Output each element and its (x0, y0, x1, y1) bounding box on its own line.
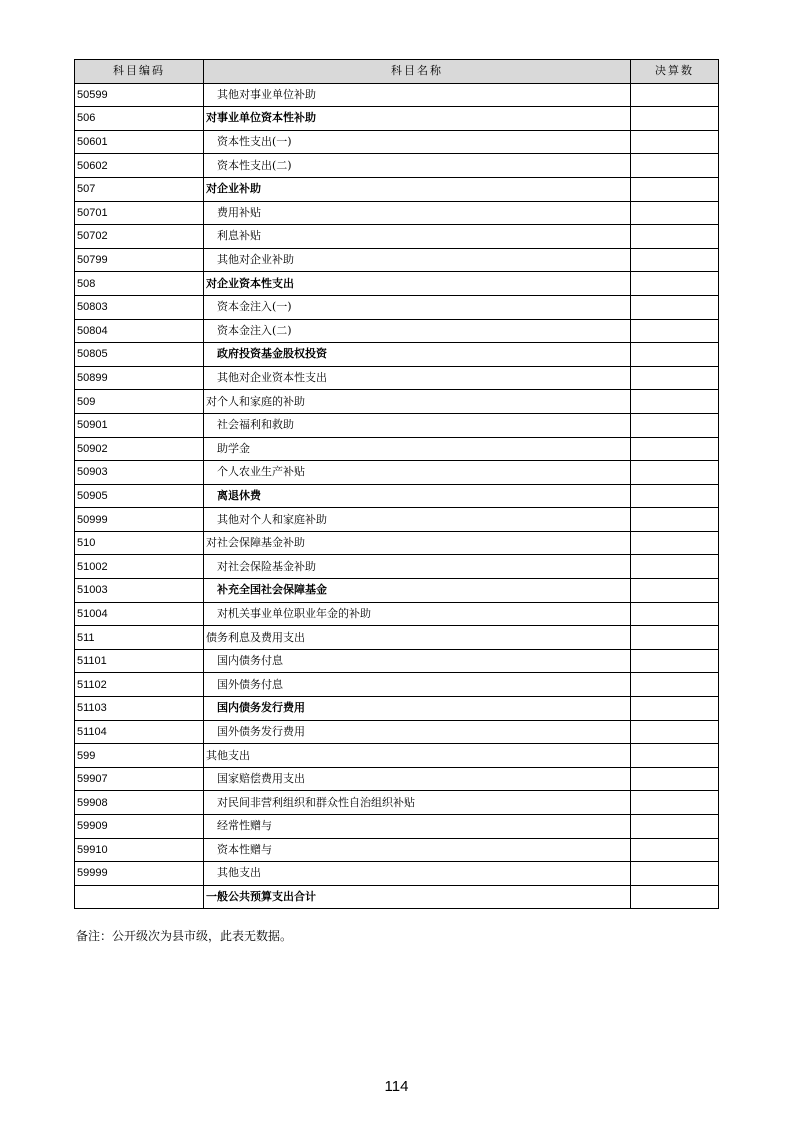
row-name: 其他对企业资本性支出 (204, 366, 631, 390)
row-name: 国内债务发行费用 (204, 697, 631, 721)
row-name: 利息补贴 (204, 225, 631, 249)
row-amount (631, 531, 719, 555)
row-name: 资本金注入(二) (204, 319, 631, 343)
table-row (75, 767, 719, 791)
row-amount (631, 225, 719, 249)
row-amount (631, 437, 719, 461)
table-header (75, 60, 719, 84)
row-name: 其他支出 (204, 862, 631, 886)
row-code: 50902 (75, 437, 204, 461)
row-code: 50804 (75, 319, 204, 343)
table-row (75, 461, 719, 485)
row-amount (631, 697, 719, 721)
row-amount (631, 272, 719, 296)
table-row (75, 437, 719, 461)
table-row (75, 579, 719, 603)
row-code: 50602 (75, 154, 204, 178)
row-name: 对社会保险基金补助 (204, 555, 631, 579)
row-amount (631, 366, 719, 390)
row-name: 政府投资基金股权投资 (204, 343, 631, 367)
row-name: 资本性支出(二) (204, 154, 631, 178)
row-name: 经常性赠与 (204, 815, 631, 839)
table-row (75, 413, 719, 437)
table-row (75, 862, 719, 886)
table-row (75, 390, 719, 414)
row-amount (631, 649, 719, 673)
row-amount (631, 390, 719, 414)
row-code: 50999 (75, 508, 204, 532)
row-code: 50905 (75, 484, 204, 508)
table-row (75, 791, 719, 815)
table-row (75, 555, 719, 579)
table-row (75, 248, 719, 272)
budget-table (74, 59, 719, 909)
row-name: 国内债务付息 (204, 649, 631, 673)
row-name: 对企业资本性支出 (204, 272, 631, 296)
row-name: 个人农业生产补贴 (204, 461, 631, 485)
row-code: 59908 (75, 791, 204, 815)
row-amount (631, 248, 719, 272)
row-amount (631, 343, 719, 367)
header-code: 科目编码 (75, 60, 204, 84)
row-amount (631, 744, 719, 768)
row-name: 一般公共预算支出合计 (204, 885, 631, 909)
table-row (75, 83, 719, 107)
row-code: 51101 (75, 649, 204, 673)
table-row (75, 366, 719, 390)
row-code: 508 (75, 272, 204, 296)
row-name: 对个人和家庭的补助 (204, 390, 631, 414)
row-name: 补充全国社会保障基金 (204, 579, 631, 603)
page-number: 114 (384, 1078, 409, 1095)
row-name: 其他支出 (204, 744, 631, 768)
header-name: 科目名称 (204, 60, 631, 84)
row-code: 506 (75, 107, 204, 131)
row-amount (631, 673, 719, 697)
row-amount (631, 295, 719, 319)
table-row (75, 815, 719, 839)
row-name: 社会福利和救助 (204, 413, 631, 437)
row-amount (631, 484, 719, 508)
row-name: 其他对事业单位补助 (204, 83, 631, 107)
row-amount (631, 626, 719, 650)
row-name: 费用补贴 (204, 201, 631, 225)
table-row (75, 673, 719, 697)
row-amount (631, 555, 719, 579)
row-amount (631, 602, 719, 626)
table-row (75, 154, 719, 178)
row-code: 50599 (75, 83, 204, 107)
row-amount (631, 815, 719, 839)
row-amount (631, 885, 719, 909)
row-amount (631, 461, 719, 485)
table-row (75, 107, 719, 131)
row-amount (631, 107, 719, 131)
row-name: 资本性支出(一) (204, 130, 631, 154)
row-amount (631, 579, 719, 603)
row-code: 50903 (75, 461, 204, 485)
row-code: 51003 (75, 579, 204, 603)
row-name: 国外债务付息 (204, 673, 631, 697)
row-name: 其他对企业补助 (204, 248, 631, 272)
row-code (75, 885, 204, 909)
row-name: 国外债务发行费用 (204, 720, 631, 744)
table-body (75, 83, 719, 909)
row-code: 59999 (75, 862, 204, 886)
row-amount (631, 130, 719, 154)
table-row (75, 602, 719, 626)
row-code: 59909 (75, 815, 204, 839)
table-row (75, 508, 719, 532)
row-amount (631, 838, 719, 862)
table-row (75, 531, 719, 555)
row-amount (631, 154, 719, 178)
row-amount (631, 862, 719, 886)
row-name: 对事业单位资本性补助 (204, 107, 631, 131)
row-code: 599 (75, 744, 204, 768)
table-row (75, 720, 719, 744)
row-code: 51104 (75, 720, 204, 744)
row-name: 债务利息及费用支出 (204, 626, 631, 650)
row-code: 59910 (75, 838, 204, 862)
row-name: 对企业补助 (204, 177, 631, 201)
row-name: 国家赔偿费用支出 (204, 767, 631, 791)
table-row (75, 130, 719, 154)
row-code: 59907 (75, 767, 204, 791)
row-name: 离退休费 (204, 484, 631, 508)
row-name: 对社会保障基金补助 (204, 531, 631, 555)
row-amount (631, 791, 719, 815)
row-amount (631, 83, 719, 107)
table-row (75, 177, 719, 201)
header-amount: 决算数 (631, 60, 719, 84)
row-code: 50899 (75, 366, 204, 390)
header-row (75, 60, 719, 84)
table-row (75, 343, 719, 367)
row-code: 50803 (75, 295, 204, 319)
row-amount (631, 413, 719, 437)
row-amount (631, 177, 719, 201)
footnote: 备注：公开级次为县市级，此表无数据。 (76, 929, 293, 943)
row-code: 511 (75, 626, 204, 650)
row-name: 对机关事业单位职业年金的补助 (204, 602, 631, 626)
row-code: 507 (75, 177, 204, 201)
row-name: 其他对个人和家庭补助 (204, 508, 631, 532)
table-row (75, 201, 719, 225)
row-amount (631, 319, 719, 343)
row-code: 50901 (75, 413, 204, 437)
row-code: 51002 (75, 555, 204, 579)
table-row (75, 272, 719, 296)
row-code: 51004 (75, 602, 204, 626)
row-code: 50799 (75, 248, 204, 272)
row-name: 资本金注入(一) (204, 295, 631, 319)
table-row (75, 838, 719, 862)
row-code: 50702 (75, 225, 204, 249)
row-amount (631, 720, 719, 744)
table-row (75, 885, 719, 909)
row-code: 51102 (75, 673, 204, 697)
row-code: 50601 (75, 130, 204, 154)
row-amount (631, 201, 719, 225)
table-row (75, 484, 719, 508)
table-row (75, 744, 719, 768)
row-name: 对民间非营利组织和群众性自治组织补贴 (204, 791, 631, 815)
table-row (75, 626, 719, 650)
table-row (75, 225, 719, 249)
row-code: 509 (75, 390, 204, 414)
row-amount (631, 508, 719, 532)
row-name: 资本性赠与 (204, 838, 631, 862)
row-code: 50701 (75, 201, 204, 225)
row-amount (631, 767, 719, 791)
row-code: 510 (75, 531, 204, 555)
row-code: 51103 (75, 697, 204, 721)
table-row (75, 319, 719, 343)
row-code: 50805 (75, 343, 204, 367)
row-name: 助学金 (204, 437, 631, 461)
table-row (75, 295, 719, 319)
table-row (75, 697, 719, 721)
table-row (75, 649, 719, 673)
